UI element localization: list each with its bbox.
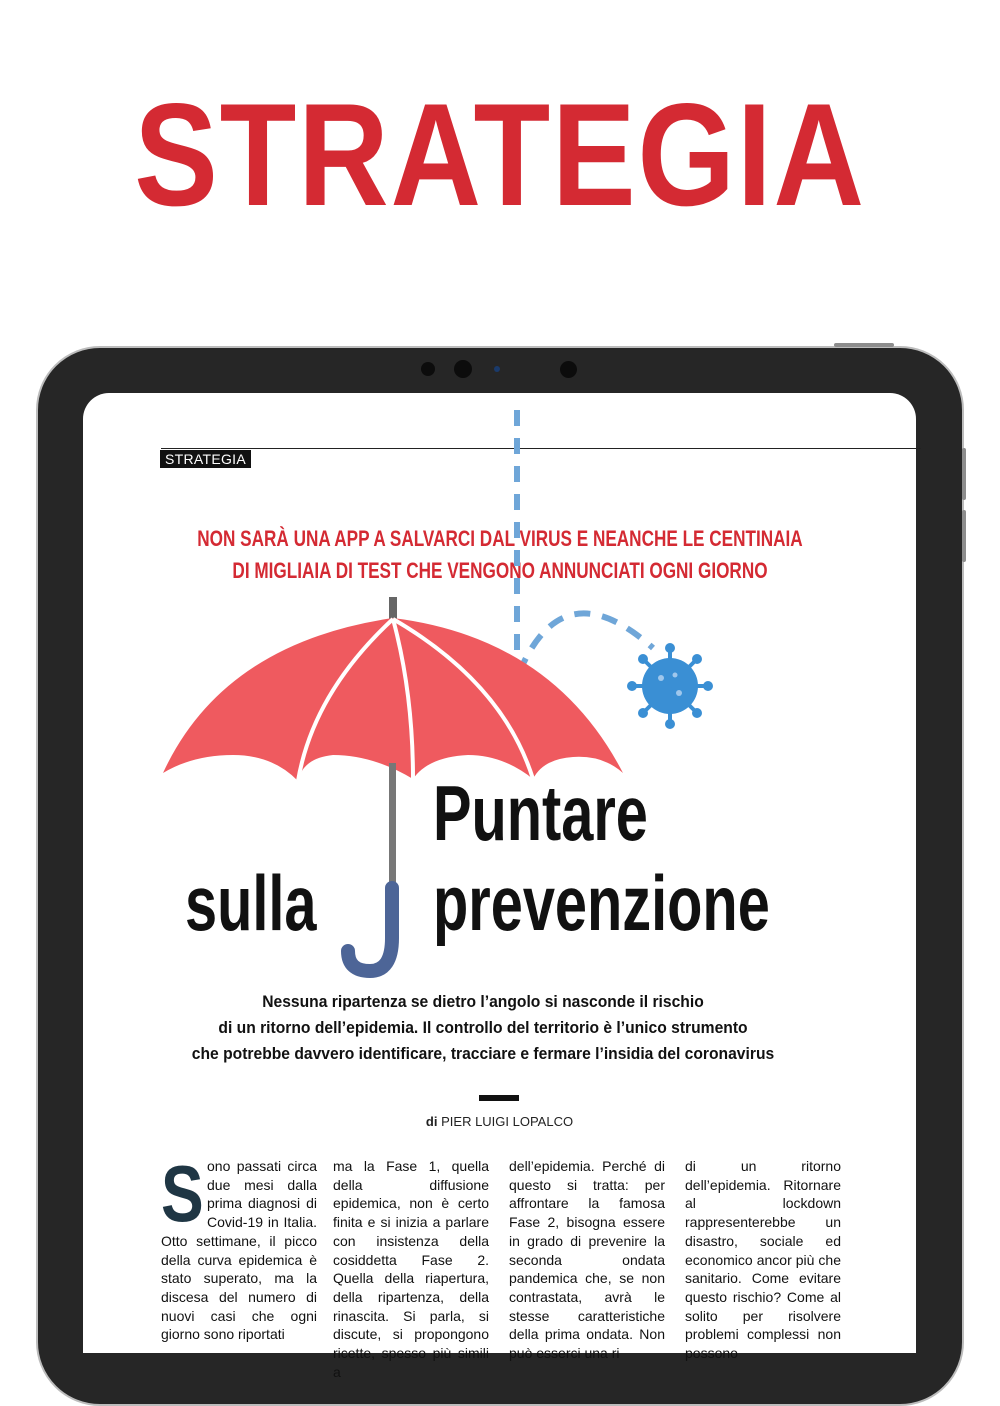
sensor-right [560, 361, 577, 378]
dashed-arc [519, 613, 653, 673]
headline-word-2: sulla [185, 859, 317, 947]
camera-lens [494, 366, 500, 372]
byline-author: PIER LUIGI LOPALCO [441, 1114, 574, 1129]
umbrella-handle [348, 888, 392, 971]
column-3: dell’epidemia. Perché di questo si tratta: per affrontare la famosa Fase 2, bisogna essere in grado di prevenire la seconda ondata pandemica che, se non contrastata, avrà le stesse caratteristiche della prima ondata. Non può esserci una ri [509, 1158, 665, 1362]
byline [83, 1113, 916, 1131]
volume-down-button[interactable] [962, 510, 966, 562]
virus-icon [627, 643, 713, 729]
top-button[interactable] [834, 343, 894, 347]
separator-rule [479, 1095, 519, 1101]
standfirst-line-3: che potrebbe davvero identificare, tracciare e fermare l’insidia del coronavirus [191, 1044, 775, 1063]
magazine-page [83, 393, 916, 1380]
kicker-line-2: DI MIGLIAIA DI TEST CHE VENGONO ANNUNCIATI OGNI GIORNO [232, 558, 768, 583]
column-4: di un ritorno dell’epidemia. Ritornare al lockdown rappresenterebbe un disastro, sociale ed economico ancor più che sanitario. Come evitare questo rischio? Come al solito per risolvere problemi complessi non possono [685, 1158, 841, 1362]
headline-word-1: Puntare [433, 769, 648, 857]
volume-up-button[interactable] [962, 448, 966, 500]
column-1-text: ono passati circa due mesi dalla prima diagnosi di Covid-19 in Italia. Otto settimane, il picco della curva epidemica è stato superato, ma la discesa del numero di nuovi casi che ogni giorno sono riportati [161, 1158, 317, 1343]
column-2: ma la Fase 1, quella della diffusione epidemica, non è certo finita e si inizia a parlare con insistenza della cosiddetta Fase 2. Quella della riapertura, della ripartenza, della rinascita. Si parla, si discute, si propongono ricette, spesso più simili a [333, 1158, 489, 1380]
standfirst-line-1: Nessuna ripartenza se dietro l’angolo si nasconde il rischio [262, 992, 704, 1011]
umbrella-tip [389, 597, 397, 621]
article-body [161, 1149, 913, 1380]
standfirst [170, 989, 796, 1067]
kicker-line-1: NON SARÀ UNA APP A SALVARCI DAL VIRUS E NEANCHE LE CENTINAIA [197, 526, 803, 551]
standfirst-line-2: di un ritorno dell’epidemia. Il controllo del territorio è l’unico strumento [218, 1018, 748, 1037]
hero-title: STRATEGIA [134, 73, 866, 236]
umbrella-shaft [389, 763, 396, 888]
column-1 [161, 1149, 317, 1344]
section-tag: STRATEGIA [160, 450, 251, 468]
byline-prefix: di [425, 1114, 438, 1129]
umbrella-canopy [163, 618, 623, 781]
dropcap: S [161, 1149, 204, 1238]
sensor-mid [454, 360, 472, 378]
sensor-left [421, 362, 435, 376]
headline-word-3: prevenzione [433, 859, 770, 947]
